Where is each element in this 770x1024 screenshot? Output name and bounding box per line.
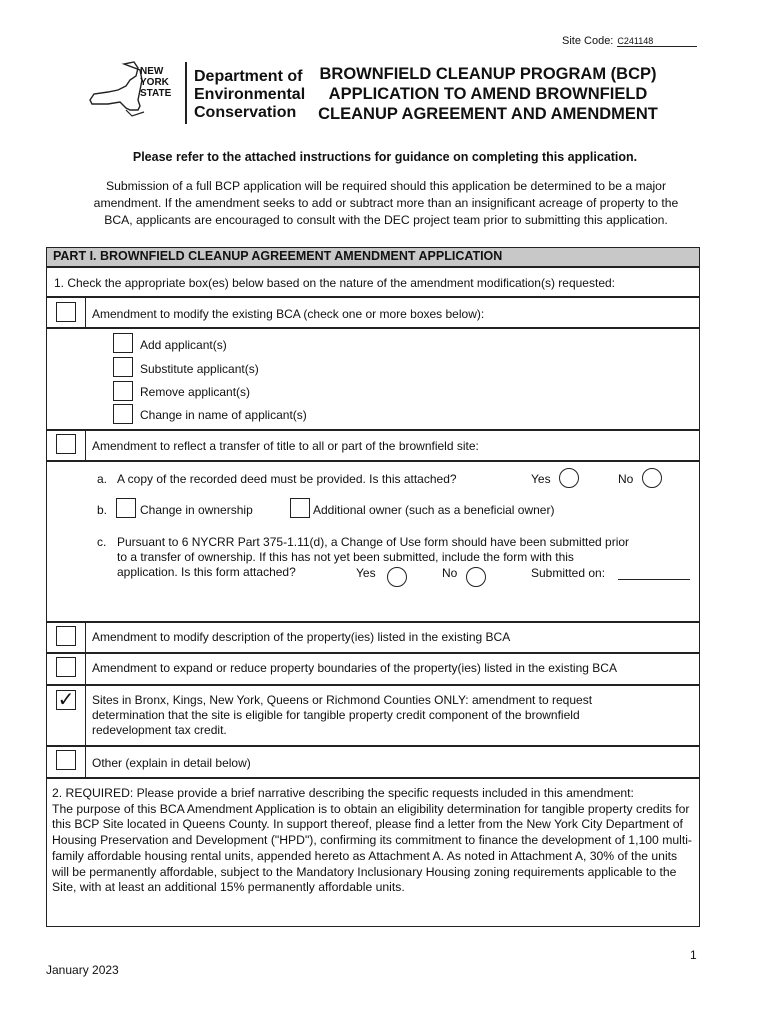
remove-applicant-checkbox[interactable]: [113, 381, 133, 401]
narrative-text[interactable]: The purpose of this BCA Amendment Application is to obtain an eligibility determination for tangible property credits for this BCP Site located in Queens County. In support thereof, please find a letter from the New York City Department of Housing Preservation and Development ("HPD"), confirming its commitment to finance the development of 1,100 multi-family affordable housing rental units, appended hereto as Attachment A. As noted in Attachment A, 30% of the units will be permanently affordable, subject to the Mandatory Inclusionary Housing zoning requirements applicable to the Site, with at least an additional 15% permanently affordable units.: [52, 801, 692, 895]
item-a-text: A copy of the recorded deed must be provided. Is this attached?: [117, 472, 457, 486]
divider: [46, 745, 700, 747]
substitute-applicant-checkbox[interactable]: [113, 357, 133, 377]
narrative-section: [52, 786, 692, 896]
submitted-on-field[interactable]: [618, 579, 690, 580]
site-code-label: Site Code:: [562, 35, 614, 47]
question-1: 1. Check the appropriate box(es) below based on the nature of the amendment modification(s) requested:: [54, 276, 615, 290]
item-a-yes-radio[interactable]: [559, 468, 579, 488]
sites-tangible-credit-checkbox[interactable]: ✓: [57, 689, 75, 711]
change-ownership-label: Change in ownership: [140, 503, 253, 517]
item-c-no-label: No: [442, 566, 458, 580]
sites-tangible-credit-label: Sites in Bronx, Kings, New York, Queens or Richmond Counties ONLY: amendment to request determination that the site is eligible for tangible property credit component of the brownfield redevelopment tax credit.: [92, 693, 593, 737]
item-c-label: c.: [97, 535, 107, 549]
change-ownership-checkbox[interactable]: [116, 498, 136, 518]
add-applicant-label: Add applicant(s): [140, 338, 227, 352]
modify-description-checkbox[interactable]: [56, 626, 76, 646]
divider: [46, 460, 700, 462]
change-name-label: Change in name of applicant(s): [140, 408, 307, 422]
divider: [46, 684, 700, 686]
item-c-yes-radio[interactable]: [387, 567, 407, 587]
add-applicant-checkbox[interactable]: [113, 333, 133, 353]
change-name-checkbox[interactable]: [113, 404, 133, 424]
question-2: 2. REQUIRED: Please provide a brief narrative describing the specific requests included in this amendment:: [52, 786, 634, 800]
other-label: Other (explain in detail below): [92, 756, 251, 770]
department-name: Department of Environmental Conservation: [194, 68, 306, 121]
remove-applicant-label: Remove applicant(s): [140, 385, 251, 399]
item-b-label: b.: [97, 503, 108, 517]
submitted-on-label: Submitted on:: [531, 566, 606, 580]
divider: [46, 266, 700, 268]
item-a-no-label: No: [618, 472, 634, 486]
submission-note: Submission of a full BCP application will be required should this application be determined to be a major amendment. If the amendment seeks to add or subtract more than an insignificant acreage of property to the BCA, applicants are encouraged to consult with the DEC project team prior to submitting this application.: [93, 179, 679, 227]
header-divider: [185, 62, 187, 124]
modify-bca-checkbox[interactable]: [56, 302, 76, 322]
boundaries-label: Amendment to expand or reduce property boundaries of the property(ies) listed in the existing BCA: [92, 661, 617, 675]
divider: [46, 621, 700, 623]
part1-header: PART I. BROWNFIELD CLEANUP AGREEMENT AMENDMENT APPLICATION: [47, 248, 699, 266]
divider: [46, 777, 700, 779]
additional-owner-checkbox[interactable]: [290, 498, 310, 518]
document-title: BROWNFIELD CLEANUP PROGRAM (BCP) APPLICATION TO AMEND BROWNFIELD CLEANUP AGREEMENT AND AMENDMENT: [318, 65, 658, 123]
divider: [46, 296, 700, 298]
item-a-label: a.: [97, 472, 108, 486]
modify-bca-label: Amendment to modify the existing BCA (check one or more boxes below):: [92, 307, 485, 321]
transfer-title-label: Amendment to reflect a transfer of title to all or part of the brownfield site:: [92, 439, 479, 453]
item-a-no-radio[interactable]: [642, 468, 662, 488]
transfer-title-checkbox[interactable]: [56, 434, 76, 454]
item-c-text: Pursuant to 6 NYCRR Part 375-1.11(d), a Change of Use form should have been submitted prior to a transfer of ownership. If this has not yet been submitted, include the form with this application. Is this form attached?: [117, 535, 630, 579]
divider: [46, 327, 700, 329]
other-checkbox[interactable]: [56, 750, 76, 770]
additional-owner-label: Additional owner (such as a beneficial owner): [313, 503, 555, 517]
footer-date: January 2023: [46, 963, 119, 977]
boundaries-checkbox[interactable]: [56, 657, 76, 677]
item-c-no-radio[interactable]: [466, 567, 486, 587]
site-code: [562, 35, 697, 47]
divider: [46, 652, 700, 654]
divider: [46, 429, 700, 431]
substitute-applicant-label: Substitute applicant(s): [140, 362, 259, 376]
site-code-field[interactable]: C241148: [617, 36, 697, 47]
nys-logo-text: NEW YORK STATE: [140, 66, 172, 99]
page-number: 1: [690, 948, 697, 962]
instructions-note: Please refer to the attached instructions for guidance on completing this application.: [132, 150, 638, 164]
modify-description-label: Amendment to modify description of the property(ies) listed in the existing BCA: [92, 630, 511, 644]
item-c-yes-label: Yes: [356, 566, 376, 580]
item-a-yes-label: Yes: [531, 472, 551, 486]
